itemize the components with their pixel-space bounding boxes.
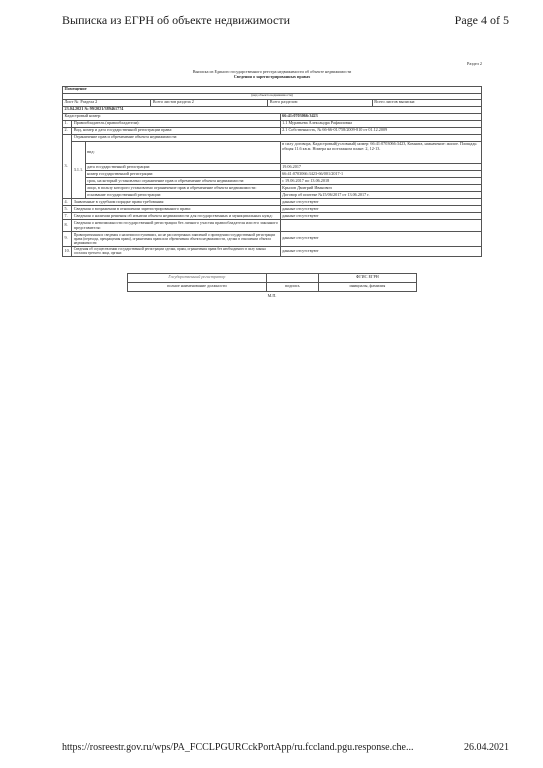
table-row: лицо, в пользу которого установлено ограничение прав и обременение объекта недвижимости: Крылов Дмитрий Иванович [63, 185, 482, 192]
table-row: 5. Сведения о возражении в отношении зарегистрированного права: данные отсутствуют [63, 206, 482, 213]
section-number: 2 [95, 99, 98, 105]
document-title: Выписка из ЕГРН об объекте недвижимости [62, 13, 291, 27]
row-3-number: 3. [63, 134, 72, 198]
table-row: 10. Сведения об осуществлении государственной регистрации сделки, права, ограничения права без необходимого в силу закона согласия третьего лица, органа: данные отсутствуют [63, 246, 482, 256]
section-label: Раздела [80, 99, 95, 105]
total-sheets-value: 2 [191, 99, 194, 105]
table-row: основание государственной регистрации: Договор об ипотеке №15/06/2017 от 13.06.2017 г. [63, 192, 482, 199]
sheet-info-row [63, 100, 481, 106]
extract-sheet [62, 58, 482, 299]
name-caption: инициалы, фамилия [318, 283, 416, 292]
print-date: 26.04.2021 [464, 742, 509, 753]
table-row: 7. Сведения о наличии решения об изъятии объекта недвижимости для государственных и муниципальных нужд: данные отсутствуют [63, 213, 482, 220]
object-type: Помещение [63, 86, 482, 93]
seal-place: М.П. [267, 293, 277, 299]
position-caption: полное наименование должности [128, 283, 267, 292]
extract-subtitle: Сведения о зарегистрированных правах [233, 73, 311, 79]
table-row: дата государственной регистрации: 19.06.2017 [63, 164, 482, 171]
total-sheets-label: Всего листов раздела [152, 99, 191, 105]
total-extract-sheets-label: Всего листов выписки: [374, 99, 416, 105]
table-row: срок, на который установлено ограничение прав и обременение объекта недвижимости: с 19.06.2017 по 13.06.2018 [63, 178, 482, 185]
rights-table [62, 86, 482, 257]
restrictions-label: Ограничение прав и обременение объекта недвижимости: [72, 134, 482, 141]
object-type-caption: (вид объекта недвижимости) [63, 93, 482, 99]
signature-caption: подпись [266, 283, 318, 292]
page-number: Page 4 of 5 [454, 13, 509, 27]
table-row: 2. Вид, номер и дата государственной регистрации права: 2.1 Собственность, № 66-66-01/758/2009-810 от 01.12.2009 [63, 127, 482, 134]
table-row: 1. Правообладатель (правообладатели): 1.1 Муравьева Александра Рафаиловна [63, 120, 482, 127]
source-url: https://rosreestr.gov.ru/wps/PA_FCCLPGURCckPortApp/ru.fccland.pgu.response.che... [62, 742, 414, 753]
registrar-position: Государственный регистратор [128, 274, 267, 283]
table-row: 9. Правопритязания и сведения о наличии поступивших, но не рассмотренных заявлений о проведении государственной регистрации права (перехода, прекращения права), ограничения права или обременения объекта недвижимости, сделки в отношении объекта недвижимости: данные отсутствуют [63, 232, 482, 247]
table-row: 4. Заявленные в судебном порядке права требования: данные отсутствуют [63, 199, 482, 206]
table-row: 8. Сведения о невозможности государственной регистрации без личного участия правообладателя или его законного представителя: [63, 220, 482, 232]
date-and-number: 23.04.2021 № 99/2021/389461774 [63, 106, 482, 113]
extract-title: Выписка из Единого государственного реестра недвижимости об объекте недвижимости [192, 69, 352, 74]
total-sections-label: Всего разделов: [268, 100, 373, 106]
signature-block [127, 273, 417, 292]
registrar-organization: ФГИС ЕГРН [318, 274, 416, 283]
cadastral-value: 66:41:0703066:3423 [280, 113, 481, 120]
table-row: номер государственной регистрации: 66:41:0703066:3423-66/001/2017-1 [63, 171, 482, 178]
section-tag: Раздел 2 [467, 61, 482, 66]
sheet-number-label: Лист № [64, 99, 79, 105]
cadastral-label: Кадастровый номер: [63, 113, 281, 120]
restriction-type-label: вид: [85, 141, 280, 163]
row-3-sub-number: 3.1.1. [72, 141, 85, 198]
restriction-type-value: в силу договора, Кадастровый(условный) номер: 66:41:0703066:3423, Комната, назначение: жилое. Площадь: общая 11.6 кв.м. Номера на поэтажном плане: 2, 12-13. [280, 141, 481, 163]
